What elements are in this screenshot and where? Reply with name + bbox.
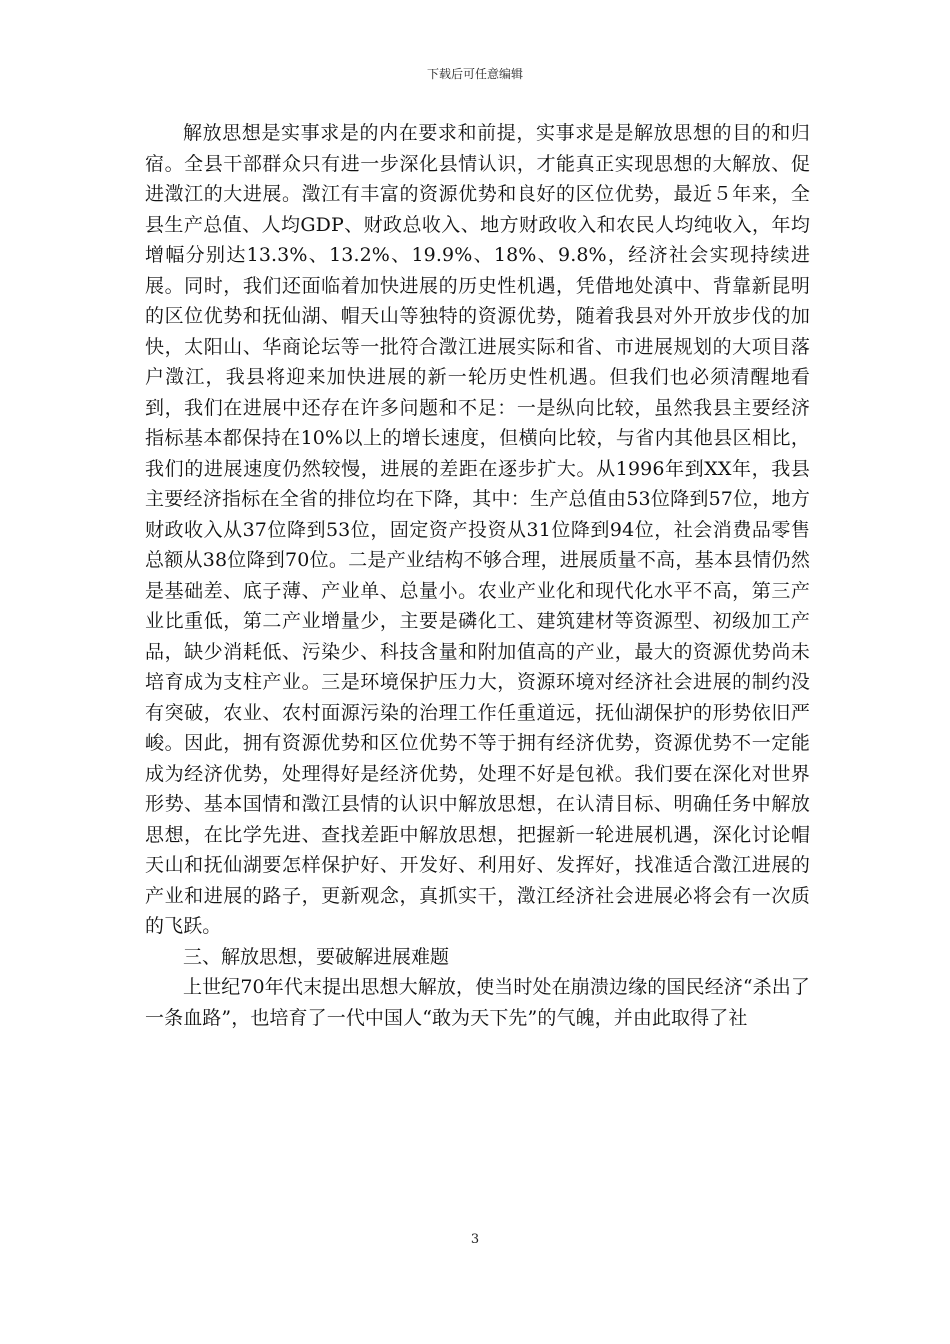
section-heading: 三、解放思想，要破解进展难题 <box>183 945 450 968</box>
paragraph-1: 解放思想是实事求是的内在要求和前提，实事求是是解放思想的目的和归宿。全县干部群众只有进一步深化县情认识，才能真正实现思想的大解放、促进澂江的大进展。澂江有丰富的资源优势和良好的区位优势，最近５年来，全县生产总值、人均GDP、财政总收入、地方财政收入和农民人均纯收入，年均增幅分别达13.3%、13.2%、19.9%、18%、9.8%，经济社会实现持续进展。同时，我们还面临着加快进展的历史性机遇，凭借地处滇中、背靠新昆明的区位优势和抚仙湖、帽天山等独特的资源优势，随着我县对外开放步伐的加快，太阳山、华商论坛等一批符合澂江进展实际和省、市进展规划的大项目落户澂江，我县将迎来加快进展的新一轮历史性机遇。但我们也必须清醒地看到，我们在进展中还存在许多问题和不足：一是纵向比较，虽然我县主要经济指标基本都保持在10%以上的增长速度，但横向比较，与省内其他县区相比，我们的进展速度仍然较慢，进展的差距在逐步扩大。从1996年到XX年，我县主要经济指标在全省的排位均在下降，其中：生产总值由53位降到57位，地方财政收入从37位降到53位，固定资产投资从31位降到94位，社会消费品零售总额从38位降到70位。二是产业结构不够合理，进展质量不高，基本县情仍然是基础差、底子薄、产业单、总量小。农业产业化和现代化水平不高，第三产业比重低，第二产业增量少，主要是磷化工、建筑建材等资源型、初级加工产品，缺少消耗低、污染少、科技含量和附加值高的产业，最大的资源优势尚未培育成为支柱产业。三是环境保护压力大，资源环境对经济社会进展的制约没有突破，农业、农村面源污染的治理工作任重道远，抚仙湖保护的形势依旧严峻。因此，拥有资源优势和区位优势不等于拥有经济优势，资源优势不一定能成为经济优势，处理得好是经济优势，处理不好是包袱。我们要在深化对世界形势、基本国情和澂江县情的认识中解放思想，在认清目标、明确任务中解放思想，在比学先进、查找差距中解放思想，把握新一轮进展机遇，深化讨论帽天山和抚仙湖要怎样保护好、开发好、利用好、发挥好，找准适合澂江进展的产业和进展的路子，更新观念，真抓实干，澂江经济社会进展必将会有一次质的飞跃。 <box>145 122 810 937</box>
page-header: 下载后可任意编辑 <box>426 67 523 81</box>
document-body <box>145 118 810 1033</box>
page-number: 3 <box>470 1232 480 1247</box>
paragraph-2: 上世纪70年代末提出思想大解放，使当时处在崩溃边缘的国民经济“杀出了一条血路”，也培育了一代中国人“敢为天下先”的气魄，并由此取得了社 <box>145 976 810 1029</box>
